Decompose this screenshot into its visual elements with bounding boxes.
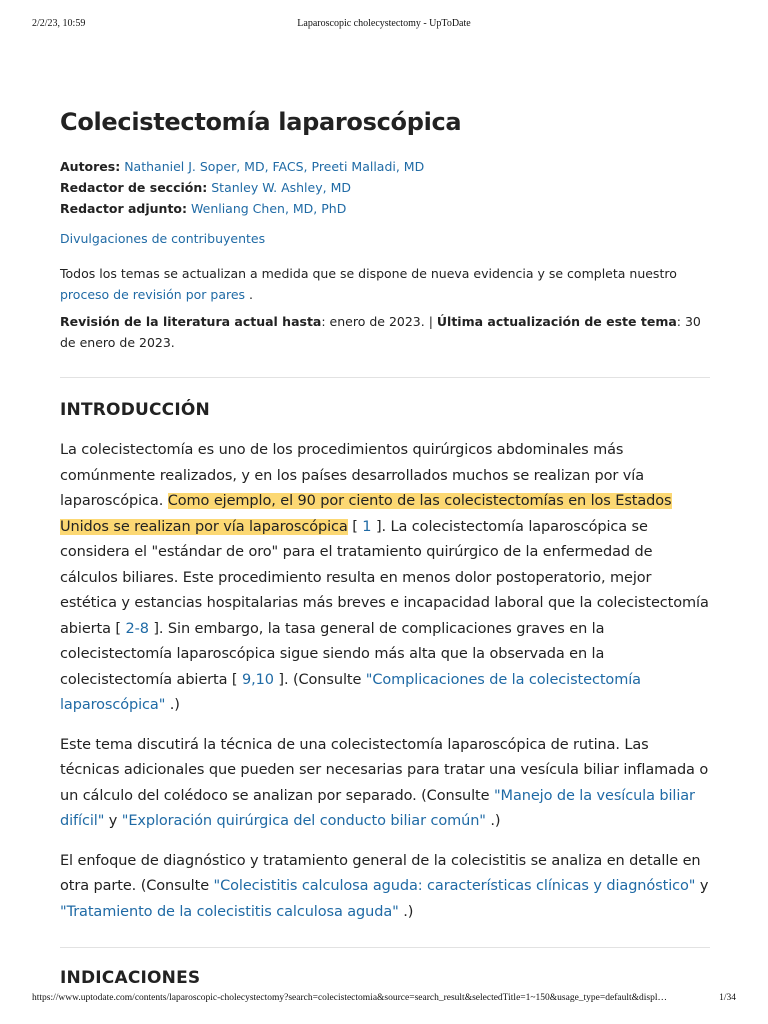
topic-link-complications[interactable]: "Complicaciones de la colecistectomía laparoscópica" — [60, 671, 641, 713]
topic-link-acute-cholecystitis-treatment[interactable]: "Tratamiento de la colecistitis calculosa aguda" — [60, 903, 399, 920]
reference-link-9-10[interactable]: 9,10 — [241, 671, 274, 688]
section-editor-row — [60, 177, 710, 198]
topic-link-bile-duct-exploration[interactable]: "Exploración quirúrgica del conducto biliar común" — [121, 813, 486, 829]
page-number: 1/34 — [719, 993, 736, 1003]
notice-text: Todos los temas se actualizan a medida que se dispone de nueva evidencia y se completa nuestro — [60, 266, 677, 281]
intro-paragraph-2 — [60, 733, 710, 835]
deputy-editor-row — [60, 198, 710, 219]
text-run: La colecistectomía es uno de los procedimientos quirúrgicos abdominales más comúnmente realizados, y en los países desarrollados muchos se realizan por vía laparoscópica. — [60, 442, 644, 509]
section-editor-link[interactable]: Stanley W. Ashley, MD — [211, 180, 351, 195]
page-title: Colecistectomía laparoscópica — [60, 108, 462, 136]
print-url: https://www.uptodate.com/contents/laparoscopic-cholecystectomy?search=colecistectomia&source=search_result&selectedTitle=1~150&usage_type=default&displ… — [32, 993, 668, 1003]
updated-value: : 30 de enero de 2023. — [60, 314, 701, 350]
intro-paragraph-1 — [60, 438, 710, 719]
text-run: y — [104, 813, 122, 829]
divider — [60, 947, 710, 948]
text-run: .) — [165, 697, 180, 713]
text-run: .) — [485, 813, 501, 829]
review-value: : enero de 2023. | — [321, 314, 437, 329]
topic-link-difficult-gallbladder[interactable]: "Manejo de la vesícula biliar difícil" — [60, 787, 695, 829]
deputy-editor-label: Redactor adjunto: — [60, 201, 188, 216]
text-run: y — [695, 878, 709, 894]
text-run: El enfoque de diagnóstico y tratamiento general de la colecistitis se analiza en detalle en otra parte. (Consulte — [60, 852, 701, 894]
print-header — [32, 18, 736, 32]
notice-end: . — [245, 287, 254, 302]
print-footer — [32, 993, 736, 1007]
section-heading-introduction: INTRODUCCIÓN — [60, 400, 210, 420]
authors-label: Autores: — [60, 159, 121, 174]
disclosures-row — [60, 229, 710, 249]
reference-link-2-8[interactable]: 2-8 — [125, 620, 149, 637]
updated-label: Última actualización de este tema — [436, 314, 677, 329]
deputy-editor-link[interactable]: Wenliang Chen, MD, PhD — [191, 201, 347, 216]
review-label: Revisión de la literatura actual hasta — [60, 314, 322, 329]
divider — [60, 377, 710, 378]
text-run: .) — [398, 903, 414, 920]
update-notice — [60, 263, 710, 305]
text-run: [ — [347, 518, 363, 535]
article-content — [60, 108, 710, 1006]
topic-link-acute-cholecystitis-diagnosis[interactable]: "Colecistitis calculosa aguda: características clínicas y diagnóstico" — [213, 878, 696, 894]
text-run: ]. Sin embargo, la tasa general de complicaciones graves en la colecistectomía laparoscópica sigue siendo más alta que la observada en la colecistectomía abierta [ — [60, 620, 605, 688]
print-date: 2/2/23, 10:59 — [32, 18, 86, 29]
text-run: ]. (Consulte — [273, 671, 366, 688]
authors-link[interactable]: Nathaniel J. Soper, MD, FACS, Preeti Malladi, MD — [124, 159, 425, 174]
section-heading-indications: INDICACIONES — [60, 968, 201, 988]
reference-link-1[interactable]: 1 — [362, 518, 372, 535]
disclosures-link[interactable]: Divulgaciones de contribuyentes — [60, 231, 266, 246]
text-run: ]. La colecistectomía laparoscópica se considera el "estándar de oro" para el tratamiento quirúrgico de la enfermedad de cálculos biliares. Este procedimiento resulta en menos dolor postoperatorio, mejor estética y estancias hospitalarias más breves e incapacidad laboral que la colecistectomía abierta [ — [60, 518, 709, 637]
section-editor-label: Redactor de sección: — [60, 180, 208, 195]
print-doc-title: Laparoscopic cholecystectomy - UpToDate — [297, 18, 471, 29]
review-info — [60, 311, 710, 353]
intro-paragraph-3 — [60, 849, 710, 926]
text-run: Este tema discutirá la técnica de una colecistectomía laparoscópica de rutina. Las técnicas adicionales que pueden ser necesarias para tratar una vesícula biliar inflamada o un cálculo del colédoco se analizan por separado. (Consulte — [60, 736, 709, 804]
peer-review-link[interactable]: proceso de revisión por pares — [60, 287, 246, 302]
authors-row — [60, 156, 710, 177]
highlighted-text: Como ejemplo, el 90 por ciento de las colecistectomías en los Estados Unidos se realizan por vía laparoscópica — [60, 493, 672, 535]
